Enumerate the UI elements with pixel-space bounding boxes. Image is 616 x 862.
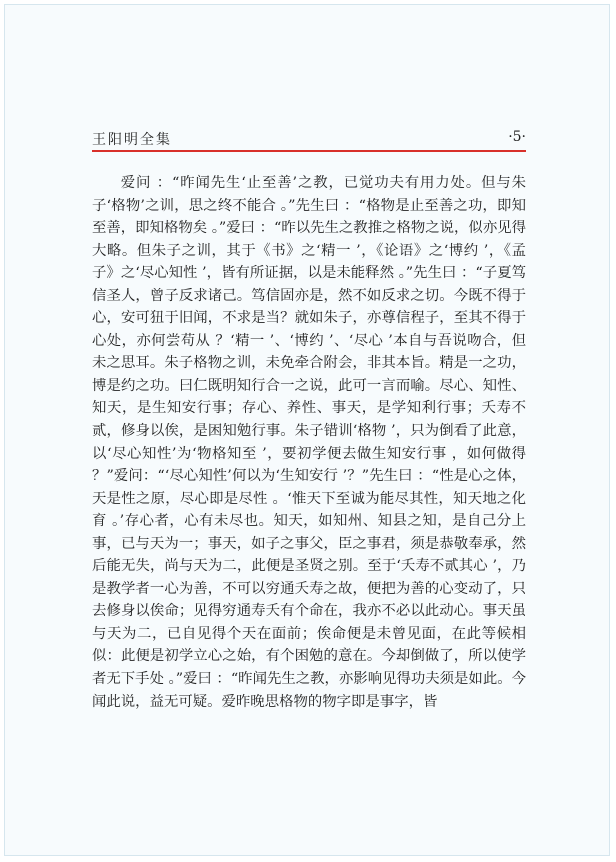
page-header: [92, 129, 526, 151]
page-number: ·5·: [508, 129, 526, 145]
header-rule: [92, 150, 526, 152]
running-title: 王阳明全集: [92, 132, 172, 148]
body-paragraph: 爱问 ：“昨闻先生‘止至善’之教，已觉功夫有用力处。但与朱子‘格物’之训，思之终不能合 。”先生曰 ：“格物是止至善之功，即知至善，即知格物矣 。”爱曰 ：“昨以先生之教推之格物之说，似亦见得大略。但朱子之训，其于《书》之‘精一 ’，《论语》之‘博约 ’，《孟子》之‘尽心知性 ’，皆有所证据，以是未能释然 。”先生曰 ：“子夏笃信圣人，曾子反求诸己。笃信固亦是，然不如反求之切。今既不得于心，安可狃于旧闻，不求是当？就如朱子，亦尊信程子，至其不得于心处，亦何尝苟从 ？‘精一 ’、‘博约 ’、‘尽心 ’本自与吾说吻合，但未之思耳。朱子格物之训，未免牵合附会，非其本旨。精是一之功，博是约之功。曰仁既明知行合一之说，此可一言而喻。尽心、知性、知天，是生知安行事；存心、养性、事天，是学知利行事；夭寿不贰，修身以俟，是困知勉行事。朱子错训‘格物 ’，只为倒看了此意，以‘尽心知性’为‘物格知至 ’，要初学便去做生知安行事 ，如何做得 ？”爱问：“‘尽心知性’何以为‘生知安行 ’？”先生曰 ：“性是心之体，天是性之原，尽心即是尽性 。‘惟天下至诚为能尽其性，知天地之化育 。’存心者，心有未尽也。知天，如知州、知县之知，是自己分上事，已与天为一；事天，如子之事父，臣之事君，须是恭敬奉承，然后能无失，尚与天为二，此便是圣贤之别。至于‘夭寿不贰其心 ’，乃是教学者一心为善，不可以穷通夭寿之故，便把为善的心变动了，只去修身以俟命；见得穷通寿夭有个命在，我亦不必以此动心。事天虽与天为二，已自见得个天在面前；俟命便是未曾见面，在此等候相似：此便是初学立心之始，有个困勉的意在。今却倒做了，所以使学者无下手处 。”爱曰 ：“昨闻先生之教，亦影响见得功夫须是如此。今闻此说，益无可疑。爱昨晚思格物的物字即是事字，皆: [92, 175, 526, 710]
